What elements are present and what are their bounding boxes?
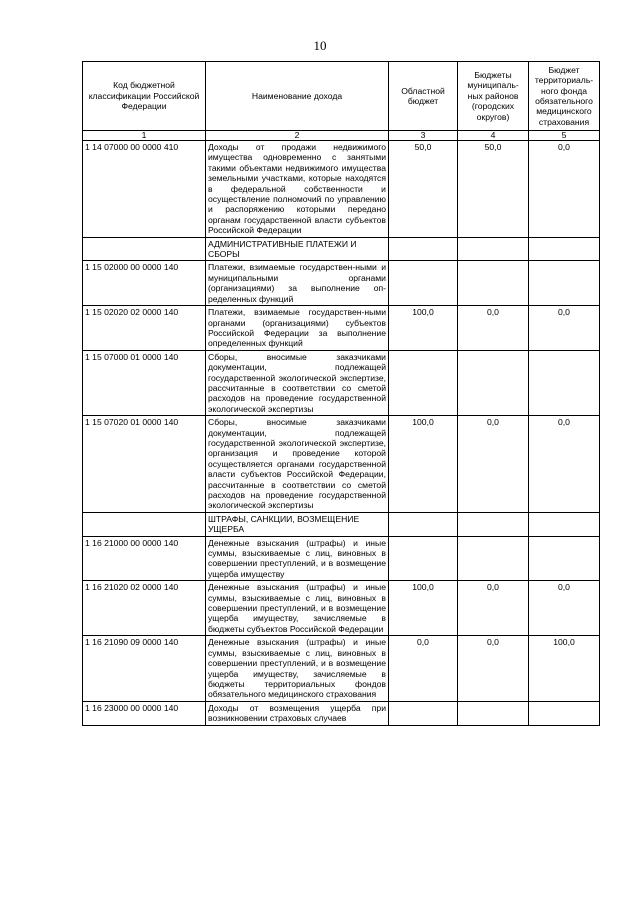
row-value-municipal bbox=[458, 261, 529, 306]
row-code: 1 16 23000 00 0000 140 bbox=[83, 701, 206, 725]
row-code bbox=[83, 237, 206, 261]
row-value-regional bbox=[389, 261, 458, 306]
row-value-municipal: 50,0 bbox=[458, 141, 529, 238]
row-value-municipal: 0,0 bbox=[458, 416, 529, 513]
row-value-municipal: 0,0 bbox=[458, 636, 529, 701]
row-value-medical-fund bbox=[529, 237, 600, 261]
row-value-regional: 100,0 bbox=[389, 306, 458, 351]
header-code: Код бюджетной классификации Российской Федерации bbox=[83, 62, 206, 131]
row-value-municipal bbox=[458, 512, 529, 536]
table-row bbox=[83, 350, 600, 415]
row-value-regional bbox=[389, 536, 458, 581]
revenue-table bbox=[82, 61, 600, 726]
row-value-municipal: 0,0 bbox=[458, 306, 529, 351]
table-row bbox=[83, 536, 600, 581]
table-row bbox=[83, 306, 600, 351]
row-value-regional bbox=[389, 350, 458, 415]
row-value-medical-fund bbox=[529, 701, 600, 725]
row-value-municipal bbox=[458, 237, 529, 261]
header-medical-fund: Бюджет территориаль-ного фонда обязательного медицинского страхования bbox=[529, 62, 600, 131]
row-name: Сборы, вносимые заказчиками документации, подлежащей государственной экологической экспертизе, организация и проведение которой осуществляется органами государственной власти субъектов Российской Федерации, рассчитанные в соответствии со сметой расходов на проведение государственной экологической экспертизы bbox=[206, 416, 389, 513]
row-name: Платежи, взимаемые государствен-ными органами (организациями) субъектов Российской Федерации за выполнение определенных функций bbox=[206, 306, 389, 351]
header-municipal-budgets: Бюджеты муниципаль-ных районов (городских округов) bbox=[458, 62, 529, 131]
row-value-medical-fund: 0,0 bbox=[529, 416, 600, 513]
header-name: Наименование дохода bbox=[206, 62, 389, 131]
section-title: ШТРАФЫ, САНКЦИИ, ВОЗМЕЩЕНИЕ УЩЕРБА bbox=[206, 512, 389, 536]
header-regional-budget: Областной бюджет bbox=[389, 62, 458, 131]
row-code: 1 16 21090 09 0000 140 bbox=[83, 636, 206, 701]
row-name: Денежные взыскания (штрафы) и иные суммы, взыскиваемые с лиц, виновных в совершении преступлений, и в возмещение ущерба имуществу, зачисляемые в бюджеты территориальных фондов обязательного медицинского страхования bbox=[206, 636, 389, 701]
column-number: 3 bbox=[389, 131, 458, 141]
row-value-medical-fund bbox=[529, 350, 600, 415]
column-number: 4 bbox=[458, 131, 529, 141]
row-value-municipal: 0,0 bbox=[458, 581, 529, 636]
page-number: 10 bbox=[313, 38, 327, 53]
row-value-regional: 100,0 bbox=[389, 416, 458, 513]
row-code: 1 16 21000 00 0000 140 bbox=[83, 536, 206, 581]
row-value-medical-fund: 100,0 bbox=[529, 636, 600, 701]
row-code: 1 15 07000 01 0000 140 bbox=[83, 350, 206, 415]
row-code bbox=[83, 512, 206, 536]
row-value-medical-fund: 0,0 bbox=[529, 581, 600, 636]
table-row bbox=[83, 416, 600, 513]
column-number: 5 bbox=[529, 131, 600, 141]
row-name: Сборы, вносимые заказчиками документации, подлежащей государственной экологической экспертизе, рассчитанные в соответствии со сметой расходов на проведение государственной экологической экспертизы bbox=[206, 350, 389, 415]
row-name: Доходы от продажи недвижимого имущества одновременно с занятыми такими объектами недвижимого имущества земельными участками, которые находятся в федеральной собственности и осуществление полномочий по управлению и распоряжению которыми передано органам государственной власти субъектов Российской Федерации bbox=[206, 141, 389, 238]
row-value-regional: 100,0 bbox=[389, 581, 458, 636]
row-value-regional bbox=[389, 512, 458, 536]
row-code: 1 15 07020 01 0000 140 bbox=[83, 416, 206, 513]
row-value-regional bbox=[389, 237, 458, 261]
column-number: 2 bbox=[206, 131, 389, 141]
row-value-municipal bbox=[458, 350, 529, 415]
section-row bbox=[83, 512, 600, 536]
row-value-medical-fund: 0,0 bbox=[529, 141, 600, 238]
row-code: 1 15 02000 00 0000 140 bbox=[83, 261, 206, 306]
row-name: Платежи, взимаемые государствен-ными и муниципальными органами (организациями) за выполнение оп-ределенных функций bbox=[206, 261, 389, 306]
row-value-regional: 0,0 bbox=[389, 636, 458, 701]
row-name: Денежные взыскания (штрафы) и иные суммы, взыскиваемые с лиц, виновных в совершении преступлений, и в возмещение ущерба имуществу, зачисляемые в бюджеты субъектов Российской Федерации bbox=[206, 581, 389, 636]
table-row bbox=[83, 701, 600, 725]
row-value-municipal bbox=[458, 701, 529, 725]
row-value-regional: 50,0 bbox=[389, 141, 458, 238]
column-number: 1 bbox=[83, 131, 206, 141]
table-row bbox=[83, 581, 600, 636]
section-title: АДМИНИСТРАТИВНЫЕ ПЛАТЕЖИ И СБОРЫ bbox=[206, 237, 389, 261]
table-header-row bbox=[83, 62, 600, 131]
row-value-medical-fund bbox=[529, 261, 600, 306]
table-row bbox=[83, 141, 600, 238]
column-number-row bbox=[83, 131, 600, 141]
row-code: 1 15 02020 02 0000 140 bbox=[83, 306, 206, 351]
section-row bbox=[83, 237, 600, 261]
row-name: Доходы от возмещения ущерба при возникновении страховых случаев bbox=[206, 701, 389, 725]
row-value-medical-fund: 0,0 bbox=[529, 306, 600, 351]
table-row bbox=[83, 261, 600, 306]
table-row bbox=[83, 636, 600, 701]
row-value-municipal bbox=[458, 536, 529, 581]
row-code: 1 14 07000 00 0000 410 bbox=[83, 141, 206, 238]
row-value-regional bbox=[389, 701, 458, 725]
row-value-medical-fund bbox=[529, 512, 600, 536]
row-name: Денежные взыскания (штрафы) и иные суммы, взыскиваемые с лиц, виновных в совершении преступлений, и в возмещение ущерба имуществу bbox=[206, 536, 389, 581]
row-value-medical-fund bbox=[529, 536, 600, 581]
row-code: 1 16 21020 02 0000 140 bbox=[83, 581, 206, 636]
